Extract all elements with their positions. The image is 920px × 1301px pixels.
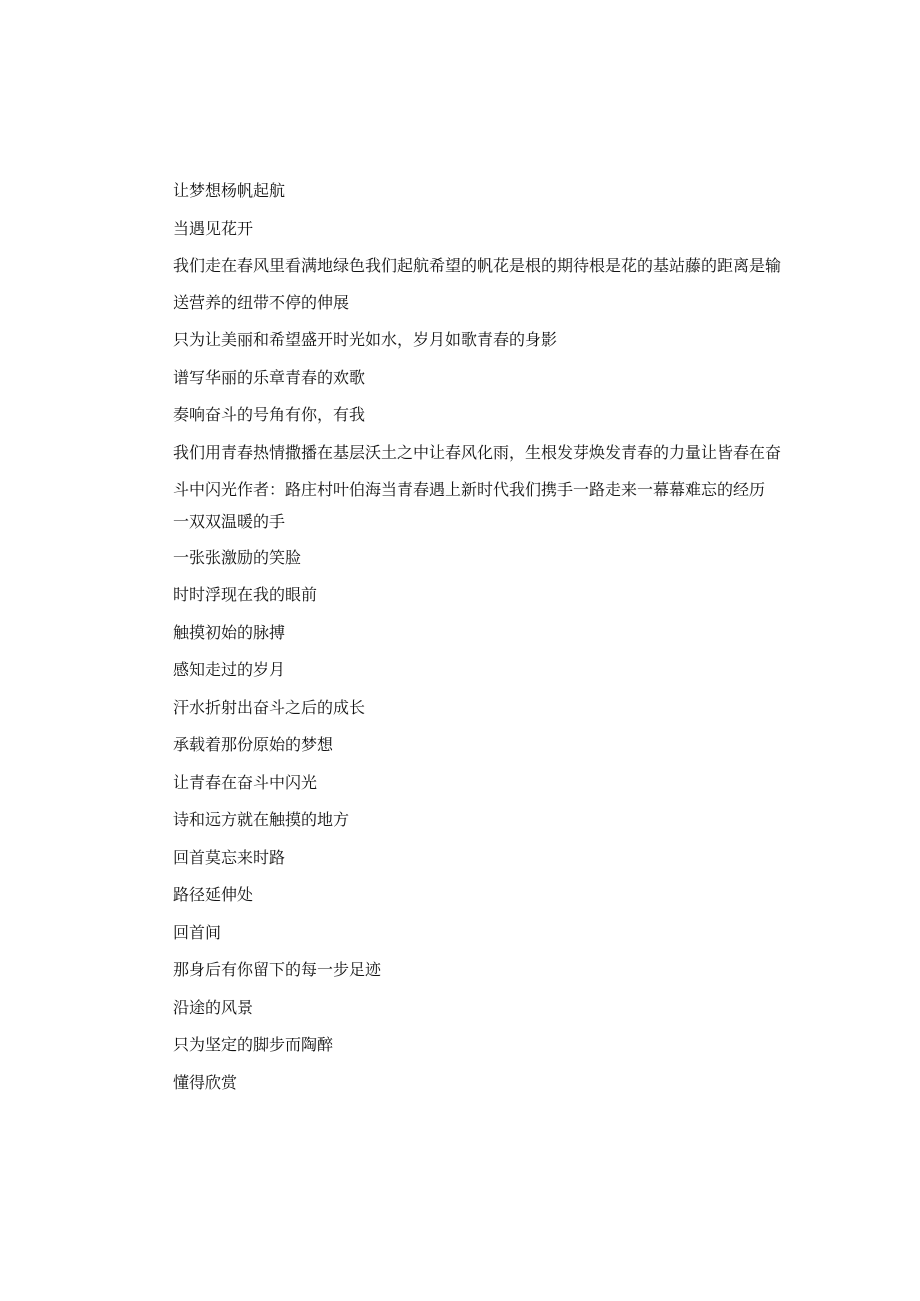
poem-line: 懂得欣赏 <box>173 1072 238 1092</box>
poem-line: 承载着那份原始的梦想 <box>173 735 334 754</box>
poem-line: 沿途的风景 <box>173 997 254 1017</box>
poem-line: 感知走过的岁月 <box>173 660 286 679</box>
poem-line: 汗水折射出奋斗之后的成长 <box>173 697 366 717</box>
poem-line: 只为让美丽和希望盛开时光如水，岁月如歌青春的身影 <box>173 330 558 349</box>
poem-line: 那身后有你留下的每一步足迹 <box>173 960 382 979</box>
document-body <box>173 172 793 1101</box>
poem-line: 只为坚定的脚步而陶醉 <box>173 1035 334 1054</box>
poem-line: 一张张激励的笑脸 <box>173 547 302 567</box>
poem-line: 当遇见花开 <box>173 218 254 238</box>
poem-line: 时时浮现在我的眼前 <box>173 585 318 604</box>
poem-paragraph: 我们用青春热情撒播在基层沃土之中让春风化雨，生根发芽焕发青春的力量让皆春在奋斗中闪光作者：路庄村叶伯海当青春遇上新时代我们携手一路走来一幕幕难忘的经历 <box>173 442 782 499</box>
poem-line: 一双双温暖的手 <box>173 511 286 531</box>
poem-line: 让青春在奋斗中闪光 <box>173 772 318 792</box>
poem-line: 回首间 <box>173 922 222 942</box>
poem-paragraph: 我们走在春风里看满地绿色我们起航希望的帆花是根的期待根是花的基站藤的距离是输送营养的纽带不停的伸展 <box>173 256 782 312</box>
poem-line: 路径延伸处 <box>173 885 254 904</box>
poem-line: 诗和远方就在触摸的地方 <box>173 810 350 829</box>
poem-line: 奏响奋斗的号角有你，有我 <box>173 405 366 424</box>
poem-line: 回首莫忘来时路 <box>173 847 286 867</box>
poem-line: 触摸初始的脉搏 <box>173 622 286 642</box>
poem-title: 让梦想杨帆起航 <box>173 181 286 200</box>
poem-line: 谱写华丽的乐章青春的欢歌 <box>173 367 366 387</box>
